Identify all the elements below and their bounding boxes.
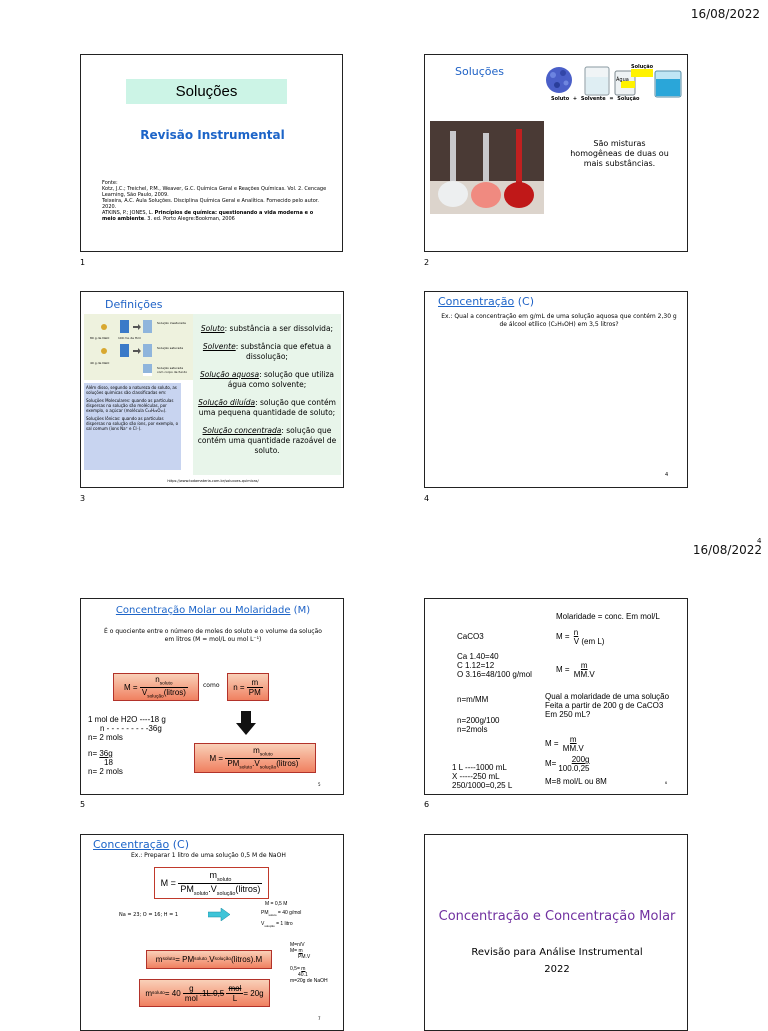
fig-label-nacl-40: 40 g de NaCl bbox=[90, 361, 110, 365]
slide-8-year: 2022 bbox=[544, 964, 570, 975]
given-values: M = 0,5 M $PM_{soluto} = 40$ g/mol $V_{solução} = 1$ litro bbox=[261, 901, 302, 928]
solution-illustration bbox=[543, 59, 685, 101]
classification-box bbox=[84, 383, 181, 470]
slide-7-title: Concentração (C) bbox=[93, 838, 190, 851]
slide-3-source-link[interactable]: https://www.todamateria.com.br/solucoes-quimicas/ bbox=[167, 479, 259, 483]
molar-mass-calc: Ca 1.40=40 C 1.12=12 O 3.16=48/100 g/mol bbox=[457, 652, 532, 679]
slide-7-subtitle: Ex.: Preparar 1 litro de uma solução 0,5 M de NaOH bbox=[131, 852, 286, 859]
fig-label-insaturada: Solução insaturada bbox=[157, 321, 186, 325]
classification-molecular: Soluções Moleculares: quando as partículas dispersas na solução são moléculas, por exemplo, o açúcar (molécula C₁₂H₂₂O₁₁). bbox=[86, 398, 174, 413]
saturation-figure bbox=[84, 314, 194, 380]
tag-solucao: Solução bbox=[631, 64, 654, 70]
slide-1-title: Soluções bbox=[126, 79, 287, 104]
ref-1: Kotz, J.C.; Treichel, P.M., Weaver, G.C. Química Geral e Reações Químicas. Vol. 2. Cencage Learning, São Paulo, 2009. bbox=[102, 186, 327, 198]
slide-6-question: Qual a molaridade de uma solução Feita a partir de 200 g de CaCO3 Em 250 mL? bbox=[545, 692, 670, 719]
fig-label-corpo-fundo: Solução saturada com corpo de fundo bbox=[157, 366, 188, 374]
formula-m-200g: M= $\frac{200g}{100.0,25}$ bbox=[545, 755, 590, 773]
formula-mass-result: m soluto = 40 $\frac{g}{\text{mol}}$ .1L.0,5 $\frac{\text{mol}}{L}$ = 20g bbox=[139, 979, 270, 1007]
def-solucao-aquosa: Solução aquosa: solução que utiliza água como solvente; bbox=[199, 370, 335, 389]
flasks-photo bbox=[430, 121, 544, 214]
right-arrow-icon bbox=[208, 908, 230, 921]
slide-5-title: Concentração Molar ou Molaridade (M) bbox=[115, 605, 311, 616]
slide-5-calc: 1 mol de H2O ----18 g n - - - - - - - - -36g n= 2 mols n= 36g 18 n= 2 mols bbox=[88, 715, 166, 776]
slide-8 bbox=[424, 834, 688, 1031]
page-label-4: 4 bbox=[424, 494, 430, 503]
slide-4-number: 4 bbox=[665, 472, 669, 478]
atomic-masses: Na = 23; O = 16; H = 1 bbox=[119, 912, 179, 918]
formula-moles: n = $\frac{m}{PM}$ bbox=[227, 673, 269, 701]
soluto-image bbox=[546, 67, 572, 93]
n-equals-m-mm: n=m/MM bbox=[457, 695, 489, 704]
slide-5 bbox=[80, 598, 344, 795]
slide-8-subtitle: Revisão para Análise Instrumental bbox=[471, 947, 643, 958]
soluto-solvente-equation: Soluto + Solvente = Solução bbox=[551, 96, 640, 102]
slide-2-title: Soluções bbox=[455, 65, 505, 78]
page-label-1: 1 bbox=[80, 258, 86, 267]
slide-1-references bbox=[102, 180, 327, 222]
definitions-list bbox=[193, 314, 341, 475]
formula-molarity-mass-7: M = $\frac{m_{soluto}}{PM_{soluto}.V_{solução}(litros)}$ bbox=[154, 867, 269, 899]
slide-4-question: Ex.: Qual a concentração em g/mL de uma solução aquosa que contém 2,30 g de álcool etílico (C₂H₅OH) em 3,5 litros? bbox=[441, 313, 677, 328]
def-solucao-concentrada: Solução concentrada: solução que contém uma quantidade razoável de soluto. bbox=[197, 426, 337, 455]
page-label-5: 5 bbox=[80, 800, 86, 809]
slide-7 bbox=[80, 834, 344, 1031]
formula-m-n-v: M = $\frac{n}{\text{V (em L)}}$ bbox=[556, 628, 605, 646]
fig-label-water: 100 mL de H₂O bbox=[118, 336, 141, 340]
formula-m-m-mmv: M = $\frac{m}{MM.V}$ bbox=[556, 661, 595, 679]
date-header-bottom: 16/08/2022 bbox=[692, 543, 762, 557]
formula-mass-solute: m soluto = PM soluto .V solução (litros).M bbox=[146, 950, 272, 969]
side-calc: M=n/V M= m PM.V 0,5= m 40.1 m=20g de NaOH bbox=[290, 942, 328, 984]
slide-2-text: São misturas homogêneas de duas ou mais substâncias. bbox=[570, 139, 669, 168]
ref-fonte: Fonte: bbox=[102, 180, 118, 186]
moles-calc: n=200g/100 n=2mols bbox=[457, 716, 500, 734]
ref-3: ATKINS, P.; JONES, L. Princípios de química: questionando a vida moderna e o meio ambiente. 3. ed. Porto Alegre:Bookman, 2006 bbox=[102, 210, 314, 222]
fig-label-saturada: Solução saturada bbox=[157, 346, 184, 350]
def-solvente: Solvente: substância que efetua a dissolução; bbox=[202, 342, 332, 361]
tag-agua: Água bbox=[616, 77, 629, 83]
slide-1-subtitle: Revisão Instrumental bbox=[140, 128, 285, 142]
slide-1 bbox=[80, 54, 343, 252]
molarity-result: M=8 mol/L ou 8M bbox=[545, 777, 607, 786]
formula-molarity: M = $\frac{n_{soluto}}{V_{solução}(litros)}$ bbox=[113, 673, 199, 701]
molaridade-header: Molaridade = conc. Em mol/L bbox=[556, 612, 660, 621]
solvente-image bbox=[585, 67, 609, 95]
solucao-image bbox=[655, 71, 681, 97]
classification-intro: Além disso, segundo a natureza do soluto, as soluções químicas são classificadas em: bbox=[86, 385, 177, 395]
slide-3 bbox=[80, 291, 344, 488]
ref-2: Teixeira, A.C. Aula Soluções. Disciplina Química Geral e Analítica. Fornecido pelo autor. 2020. bbox=[102, 198, 319, 210]
slide-5-number: 5 bbox=[318, 782, 321, 787]
date-header-top: 16/08/2022 bbox=[690, 7, 760, 21]
def-soluto: Soluto: substância a ser dissolvida; bbox=[200, 324, 334, 333]
slide-3-title: Definições bbox=[105, 298, 163, 311]
fig-label-nacl-80: 80 g de NaCl bbox=[90, 336, 110, 340]
page-label-2: 2 bbox=[424, 258, 430, 267]
page-label-6: 6 bbox=[424, 800, 430, 809]
slide-6 bbox=[424, 598, 688, 795]
caco3-label: CaCO3 bbox=[457, 632, 484, 641]
page-marker: 4 bbox=[757, 537, 762, 545]
classification-ionic: Soluções Iônicas: quando as partículas dispersas na solução são íons, por exemplo, o sal comum (íons Na⁺ e Cl⁻). bbox=[86, 416, 179, 431]
como-label: como bbox=[203, 682, 220, 689]
down-arrow-icon bbox=[236, 711, 256, 735]
slide-8-title: Concentração e Concentração Molar bbox=[438, 909, 676, 924]
page-label-3: 3 bbox=[80, 494, 86, 503]
slide-4 bbox=[424, 291, 688, 488]
slide-2 bbox=[424, 54, 688, 252]
slide-4-title: Concentração (C) bbox=[438, 295, 535, 308]
slide-5-definition: É o quociente entre o número de moles do soluto e o volume da solução em litros (M = mol/L ou mol L⁻¹) bbox=[104, 628, 322, 643]
def-solucao-diluida: Solução diluída: solução que contém uma pequena quantidade de soluto; bbox=[198, 398, 336, 417]
formula-m-m-mmv-2: M = $\frac{m}{MM.V}$ bbox=[545, 735, 584, 753]
volume-conversion: 1 L ----1000 mL X -----250 mL 250/1000=0,25 L bbox=[452, 763, 513, 790]
formula-molarity-mass: M = $\frac{m_{soluto}}{PM_{soluto}.V_{solução}(litros)}$ bbox=[194, 743, 316, 773]
slide-7-number: 7 bbox=[318, 1016, 321, 1021]
slide-6-number: 6 bbox=[665, 780, 668, 785]
